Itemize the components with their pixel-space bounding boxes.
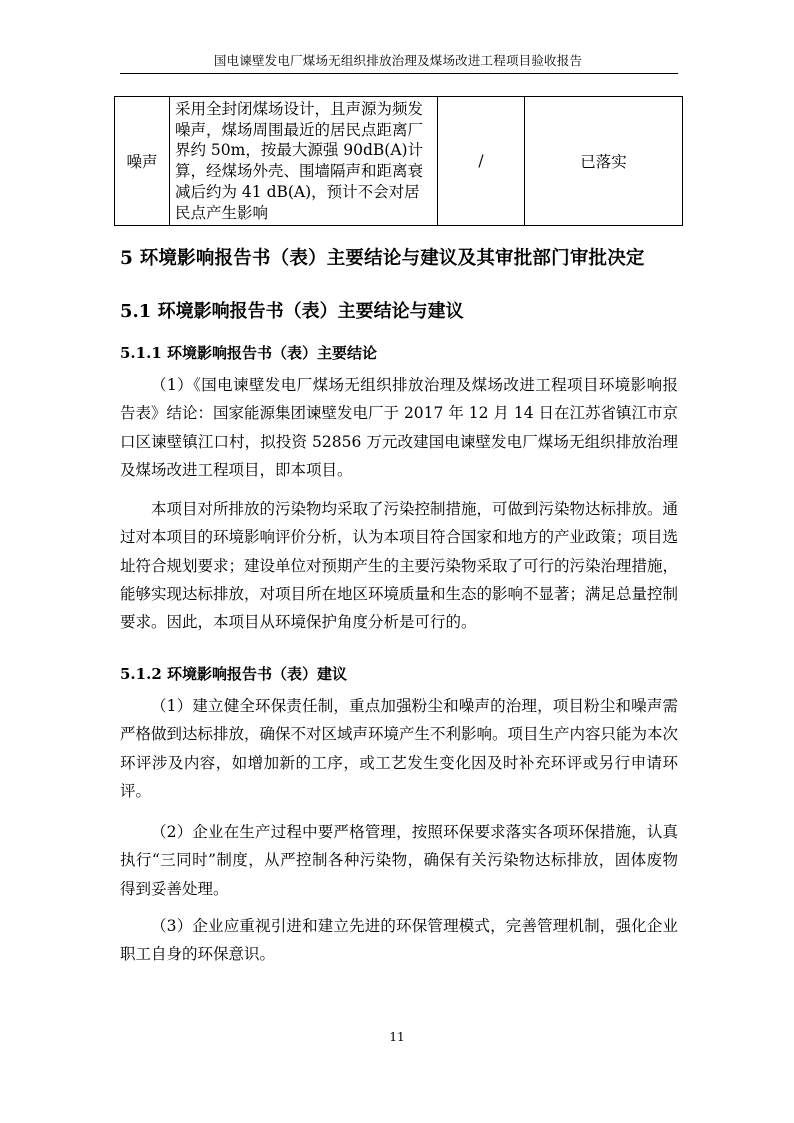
measures-table — [114, 96, 683, 226]
header-rule — [120, 73, 678, 74]
measure-cell: 采用全封闭煤场设计，且声源为频发噪声，煤场周围最近的居民点距离厂界约 50m，按最大源强 90dB(A)计算，经煤场外壳、围墙隔声和距离衰减后约为 41 dB(A)，预计不会对居民点产生影响 — [170, 97, 438, 226]
paragraph-suggestion-2: （2）企业在生产过程中要严格管理，按照环保要求落实各项环保措施，认真执行“三同时”制度，从严控制各种污染物，确保有关污染物达标排放，固体废物得到妥善处理。 — [120, 823, 678, 898]
page-number: 11 — [389, 1030, 405, 1044]
paragraph-suggestion-1: （1）建立健全环保责任制，重点加强粉尘和噪声的治理，项目粉尘和噪声需严格做到达标排放，确保不对区域声环境产生不利影响。项目生产内容只能为本次环评涉及内容，如增加新的工序，或工艺发生变化因及时补充环评或另行申请环评。 — [120, 697, 679, 800]
pollution-type-cell: 噪声 — [115, 97, 170, 226]
section-heading-5-1-1: 5.1.1 环境影响报告书（表）主要结论 — [120, 344, 377, 362]
section-heading-5: 5 环境影响报告书（表）主要结论与建议及其审批部门审批决定 — [120, 248, 645, 269]
section-heading-5-1: 5.1 环境影响报告书（表）主要结论与建议 — [120, 301, 464, 322]
status-cell: 已落实 — [525, 97, 683, 226]
table-row — [115, 97, 683, 226]
change-cell: / — [438, 97, 525, 226]
running-header: 国电谏壁发电厂煤场无组织排放治理及煤场改进工程项目验收报告 — [213, 53, 583, 68]
paragraph-conclusion-2: 本项目对所排放的污染物均采取了污染控制措施，可做到污染物达标排放。通过对本项目的环境影响评价分析，认为本项目符合国家和地方的产业政策；项目选址符合规划要求；建设单位对预期产生的主要污染物采取了可行的污染治理措施，能够实现达标排放，对项目所在地区环境质量和生态的影响不显著；满足总量控制要求。因此，本项目从环境保护角度分析是可行的。 — [120, 500, 679, 632]
paragraph-conclusion-1: （1）《国电谏壁发电厂煤场无组织排放治理及煤场改进工程项目环境影响报告表》结论：国家能源集团谏壁发电厂于 2017 年 12 月 14 日在江苏省镇江市京口区谏壁镇江口村，拟投资 52856 万元改建国电谏壁发电厂煤场无组织排放治理及煤场改进工程项目，即本项目。 — [120, 376, 678, 479]
section-heading-5-1-2: 5.1.2 环境影响报告书（表）建议 — [120, 665, 347, 683]
paragraph-suggestion-3: （3）企业应重视引进和建立先进的环保管理模式，完善管理机制，强化企业职工自身的环保意识。 — [120, 917, 678, 964]
